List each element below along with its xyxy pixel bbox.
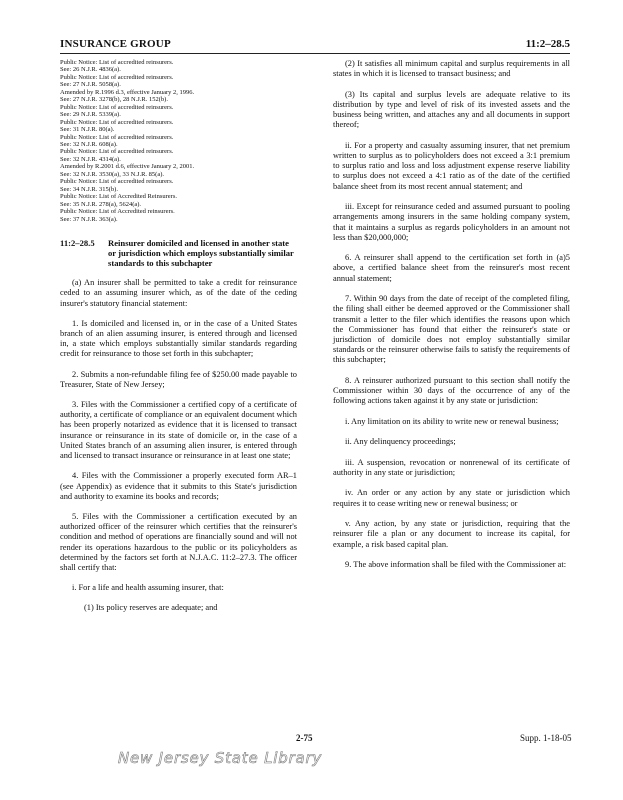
paragraph-a8-v: v. Any action, by any state or jurisdiction, requiring that the reinsurer file a plan or any document to increase its capital, for example, a risk based capital plan.: [333, 519, 570, 549]
history-note: See: 26 N.J.R. 4836(a).: [60, 66, 121, 74]
paragraph-a8-i: i. Any limitation on its ability to write new or renewal business;: [345, 416, 559, 426]
history-note: See: 29 N.J.R. 5339(a).: [60, 111, 121, 119]
section-title: Reinsurer domiciled and licensed in another state or jurisdiction which employs substantially similar standards to this subchapter: [108, 237, 294, 269]
history-notes: [60, 59, 297, 223]
paragraph-a5-i-1: (1) Its policy reserves are adequate; and: [84, 603, 218, 613]
paragraph-a5-i: i. For a life and health assuming insurer, that:: [72, 583, 224, 593]
paragraph-a8-iii: iii. A suspension, revocation or nonrenewal of its certificate of authority in any state or jurisdiction;: [333, 457, 570, 477]
history-note: Public Notice: List of accredited reinsurers.: [60, 118, 174, 126]
section-number: 11:2–28.5: [60, 237, 95, 248]
history-note: Public Notice: List of Accredited Reinsurers.: [60, 193, 177, 201]
paragraph-a2: 2. Submits a non-refundable filing fee of $250.00 made payable to Treasurer, State of New Jersey;: [60, 369, 297, 389]
paragraph-a7: 7. Within 90 days from the date of receipt of the completed filing, the filing shall either be deemed approved or the Commissioner shall transmit a letter to the filer which identifies the reasons upon which the Commissioner has found that either the reinsurer's state or jurisdiction of domicile does not employ substantially similar standards or the reinsurer otherwise fails to satisfy the requirements of this subchapter;: [333, 294, 570, 365]
history-note: See: 34 N.J.R. 315(b).: [60, 185, 118, 193]
paragraph-a6: 6. A reinsurer shall append to the certification set forth in (a)5 above, a certified balance sheet from the reinsurer's most recent annual statement;: [333, 253, 570, 283]
history-note: See: 35 N.J.R. 278(a), 5624(a).: [60, 200, 142, 208]
history-note: Amended by R.1996 d.3, effective January 2, 1996.: [60, 88, 195, 96]
paragraph-a1: 1. Is domiciled and licensed in, or in the case of a United States branch of an alien assuming insurer, is entered through and licensed in, a state which employs substantially similar standards regarding credit for reinsurance to those set forth in this subchapter;: [60, 318, 297, 359]
library-watermark: New Jersey State Library: [118, 749, 323, 767]
history-note: Amended by R.2001 d.6, effective January 2, 2001.: [60, 163, 195, 171]
header-rule: [60, 53, 570, 54]
paragraph-a8-ii: ii. Any delinquency proceedings;: [345, 437, 456, 447]
paragraph-a5-i-2: (2) It satisfies all minimum capital and surplus requirements in all states in which it is licensed to transact business; and: [333, 59, 570, 79]
paragraph-a5-iii: iii. Except for reinsurance ceded and assumed pursuant to pooling arrangements among insurers in the same holding company system, that it maintains a surplus as regards policyholders in an amount not less than $20,000,000;: [333, 202, 570, 242]
paragraph-a: (a) An insurer shall be permitted to take a credit for reinsurance ceded to an assuming insurer which, as of the date of the ceding insurer's statutory financial statement:: [60, 278, 297, 308]
paragraph-a8-iv: iv. An order or any action by any state or jurisdiction which requires it to cease writing new or renewal business; or: [333, 488, 570, 508]
paragraph-a3: 3. Files with the Commissioner a certified copy of a certificate of authority, a certificate of compliance or an equivalent document which has been properly notarized as evidence that it is licensed to transact insurance or reinsurance in its state of domicile or, in the case of a United States branch of an assuming alien insurer, is entered through and licensed to transact insurance or reinsurance in at least one state;: [60, 400, 297, 461]
history-note: Public Notice: List of accredited reinsurers.: [60, 133, 174, 141]
paragraph-a5-i-3: (3) Its capital and surplus levels are adequate relative to its distribution by type and level of risk of its invested assets and the business being written, and attaches any and all documents in support thereof;: [333, 89, 570, 130]
paragraph-a5-ii: ii. For a property and casualty assuming insurer, that net premium written to surplus as to policyholders does not exceed a 3:1 premium to surplus ratio and loss and loss adjustment expense reserve liability to surplus does not exceed a 4:1 ratio as of the date of the certified balance sheet from its most recent annual statement; and: [333, 140, 570, 191]
right-column: [333, 59, 570, 570]
history-note: Public Notice: List of accredited reinsurers.: [60, 103, 174, 111]
history-note: See: 37 N.J.R. 363(a).: [60, 215, 118, 223]
running-header: [60, 38, 570, 52]
history-note: See: 32 N.J.R. 3530(a), 33 N.J.R. 85(a).: [60, 170, 164, 178]
paragraph-a9: 9. The above information shall be filed with the Commissioner at:: [345, 560, 567, 570]
history-note: Public Notice: List of Accredited reinsurers.: [60, 208, 175, 216]
supplement-date: Supp. 1-18-05: [520, 733, 572, 743]
paragraph-a8: 8. A reinsurer authorized pursuant to this section shall notify the Commissioner within 30 days of the occurrence of any of the following actions taken against it by any state or jurisdiction:: [333, 375, 570, 406]
history-note: See: 32 N.J.R. 4314(a).: [60, 155, 121, 163]
page-number: 2-75: [296, 733, 313, 743]
history-note: See: 27 N.J.R. 3278(b), 28 N.J.R. 152(b).: [60, 96, 168, 104]
header-left: INSURANCE GROUP: [60, 38, 171, 50]
paragraph-a5: 5. Files with the Commissioner a certification executed by an authorized officer of the reinsurer which certifies that the reinsurer's condition and method of operations are financially sound and will not render its operations hazardous to the public or its policyholders as determined by the factors set forth at N.J.A.C. 11:2–27.3. The officer shall certify that:: [60, 511, 297, 572]
history-note: See: 31 N.J.R. 80(a).: [60, 126, 115, 134]
history-note: Public Notice: List of accredited reinsurers.: [60, 59, 174, 66]
left-column: [60, 59, 297, 614]
paragraph-a4: 4. Files with the Commissioner a properly executed form AR–1 (see Appendix) as evidence that it submits to this State's jurisdiction and authority to examine its books and records;: [60, 471, 297, 501]
history-note: Public Notice: List of accredited reinsurers.: [60, 148, 174, 156]
history-note: See: 27 N.J.R. 5058(a).: [60, 81, 121, 89]
history-note: See: 32 N.J.R. 608(a).: [60, 140, 118, 148]
header-right: 11:2–28.5: [525, 38, 570, 50]
history-note: Public Notice: List of accredited reinsurers.: [60, 73, 174, 81]
history-note: Public Notice: List of accredited reinsurers.: [60, 178, 174, 186]
section-heading: [60, 238, 297, 268]
